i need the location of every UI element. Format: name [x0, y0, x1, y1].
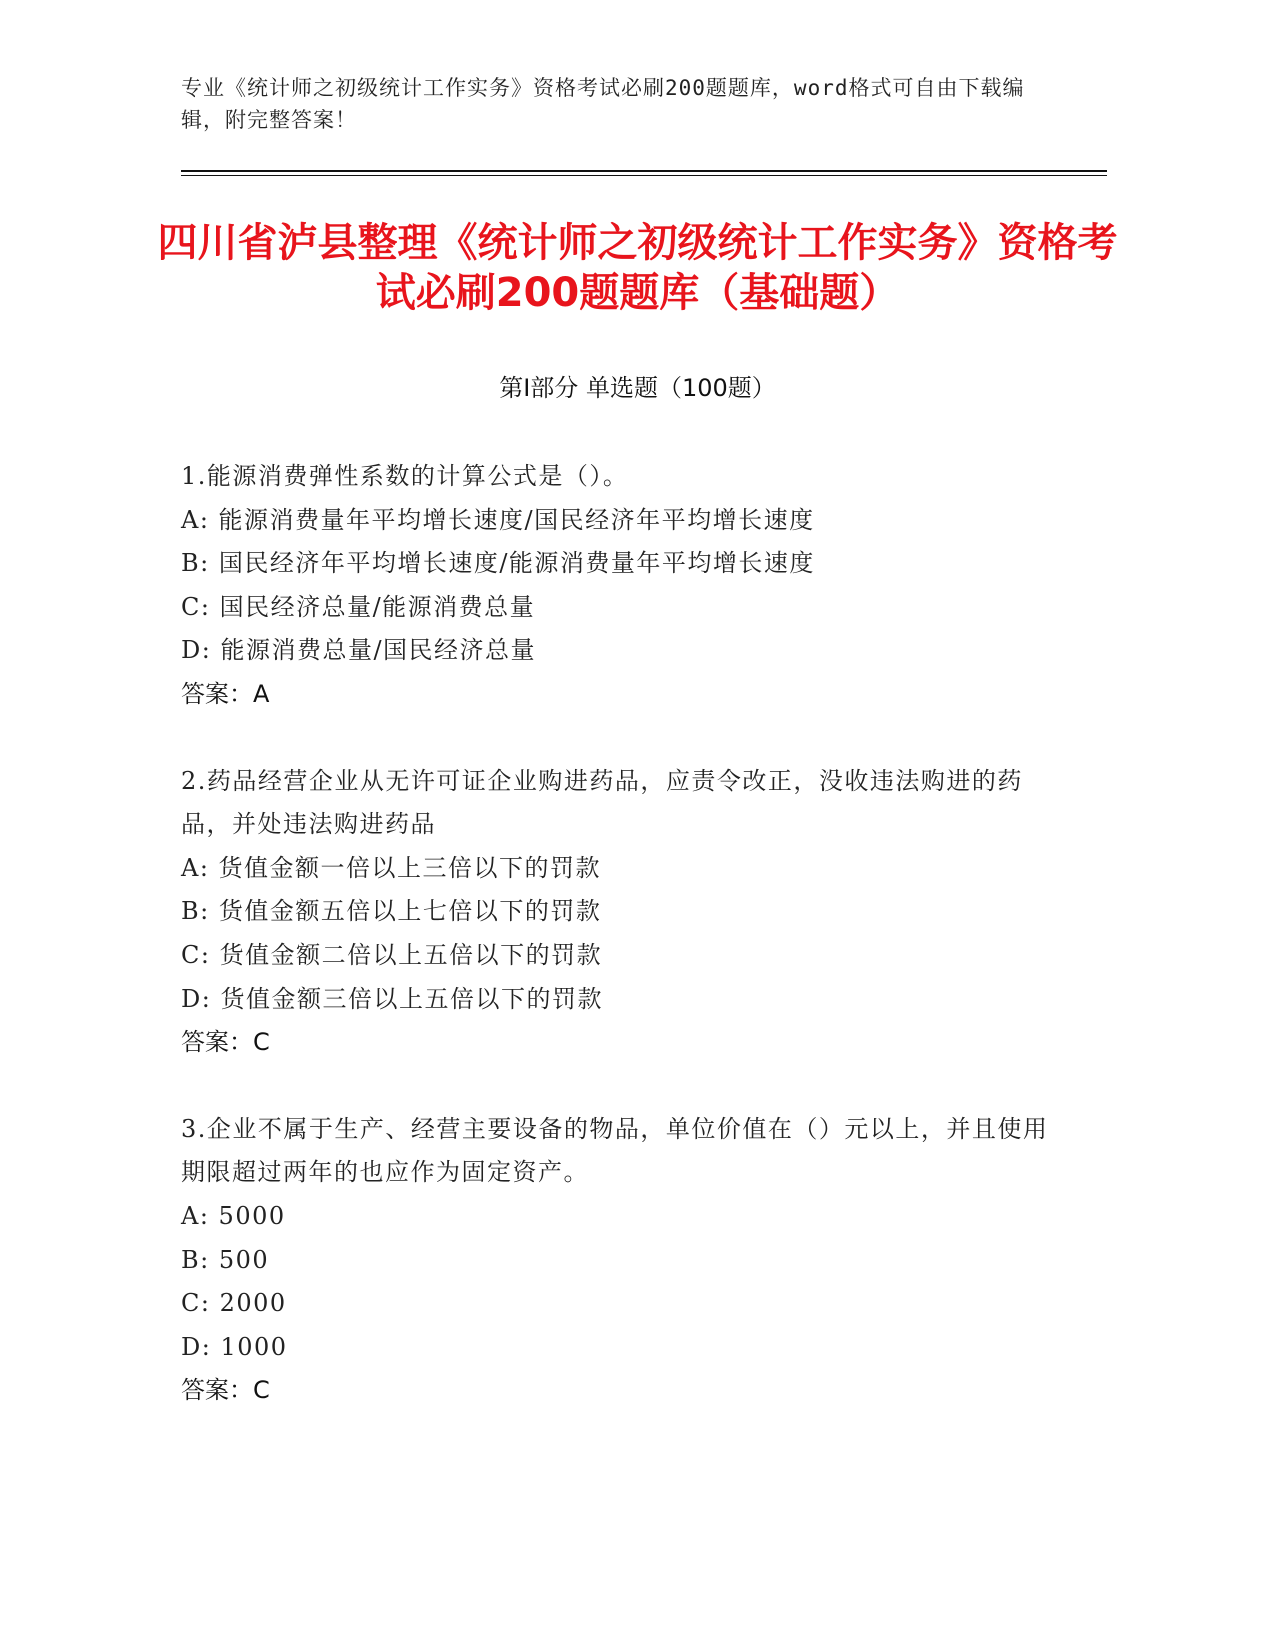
option-d: D: 货值金额三倍以上五倍以下的罚款 — [181, 984, 603, 1013]
option-b: B: 500 — [181, 1245, 270, 1274]
question-1 — [181, 455, 1051, 717]
option-c: C: 2000 — [181, 1289, 287, 1318]
question-stem: 1.能源消费弹性系数的计算公式是（）。 — [181, 462, 629, 490]
section-title: 第Ⅰ部分 单选题（100题） — [499, 374, 776, 402]
question-3 — [181, 1108, 1051, 1413]
question-stem: 3.企业不属于生产、经营主要设备的物品，单位价值在（）元以上，并且使用期限超过两年的也应作为固定资产。 — [181, 1114, 1049, 1187]
header-divider-thin — [181, 175, 1107, 176]
option-d: D: 能源消费总量/国民经济总量 — [181, 636, 537, 665]
option-c: C: 国民经济总量/能源消费总量 — [181, 592, 536, 621]
document-title: 四川省泸县整理《统计师之初级统计工作实务》资格考试必刷200题题库（基础题） — [157, 220, 1118, 316]
question-list — [181, 455, 1051, 1456]
answer-line: 答案：C — [181, 1376, 270, 1405]
option-a: A: 货值金额一倍以上三倍以下的罚款 — [181, 853, 602, 882]
option-a: A: 5000 — [181, 1201, 286, 1230]
option-a: A: 能源消费量年平均增长速度/国民经济年平均增长速度 — [181, 505, 815, 534]
question-stem: 2.药品经营企业从无许可证企业购进药品，应责令改正，没收违法购进的药品，并处违法购进药品 — [181, 766, 1023, 839]
question-2 — [181, 760, 1051, 1065]
header-note: 专业《统计师之初级统计工作实务》资格考试必刷200题题库，word格式可自由下载编辑，附完整答案！ — [181, 76, 1025, 132]
option-d: D: 1000 — [181, 1332, 288, 1361]
answer-line: 答案：C — [181, 1028, 270, 1057]
option-b: B: 国民经济年平均增长速度/能源消费量年平均增长速度 — [181, 549, 815, 578]
header-divider-thick — [181, 170, 1107, 172]
answer-line: 答案：A — [181, 679, 270, 708]
option-b: B: 货值金额五倍以上七倍以下的罚款 — [181, 897, 602, 926]
option-c: C: 货值金额二倍以上五倍以下的罚款 — [181, 940, 603, 969]
